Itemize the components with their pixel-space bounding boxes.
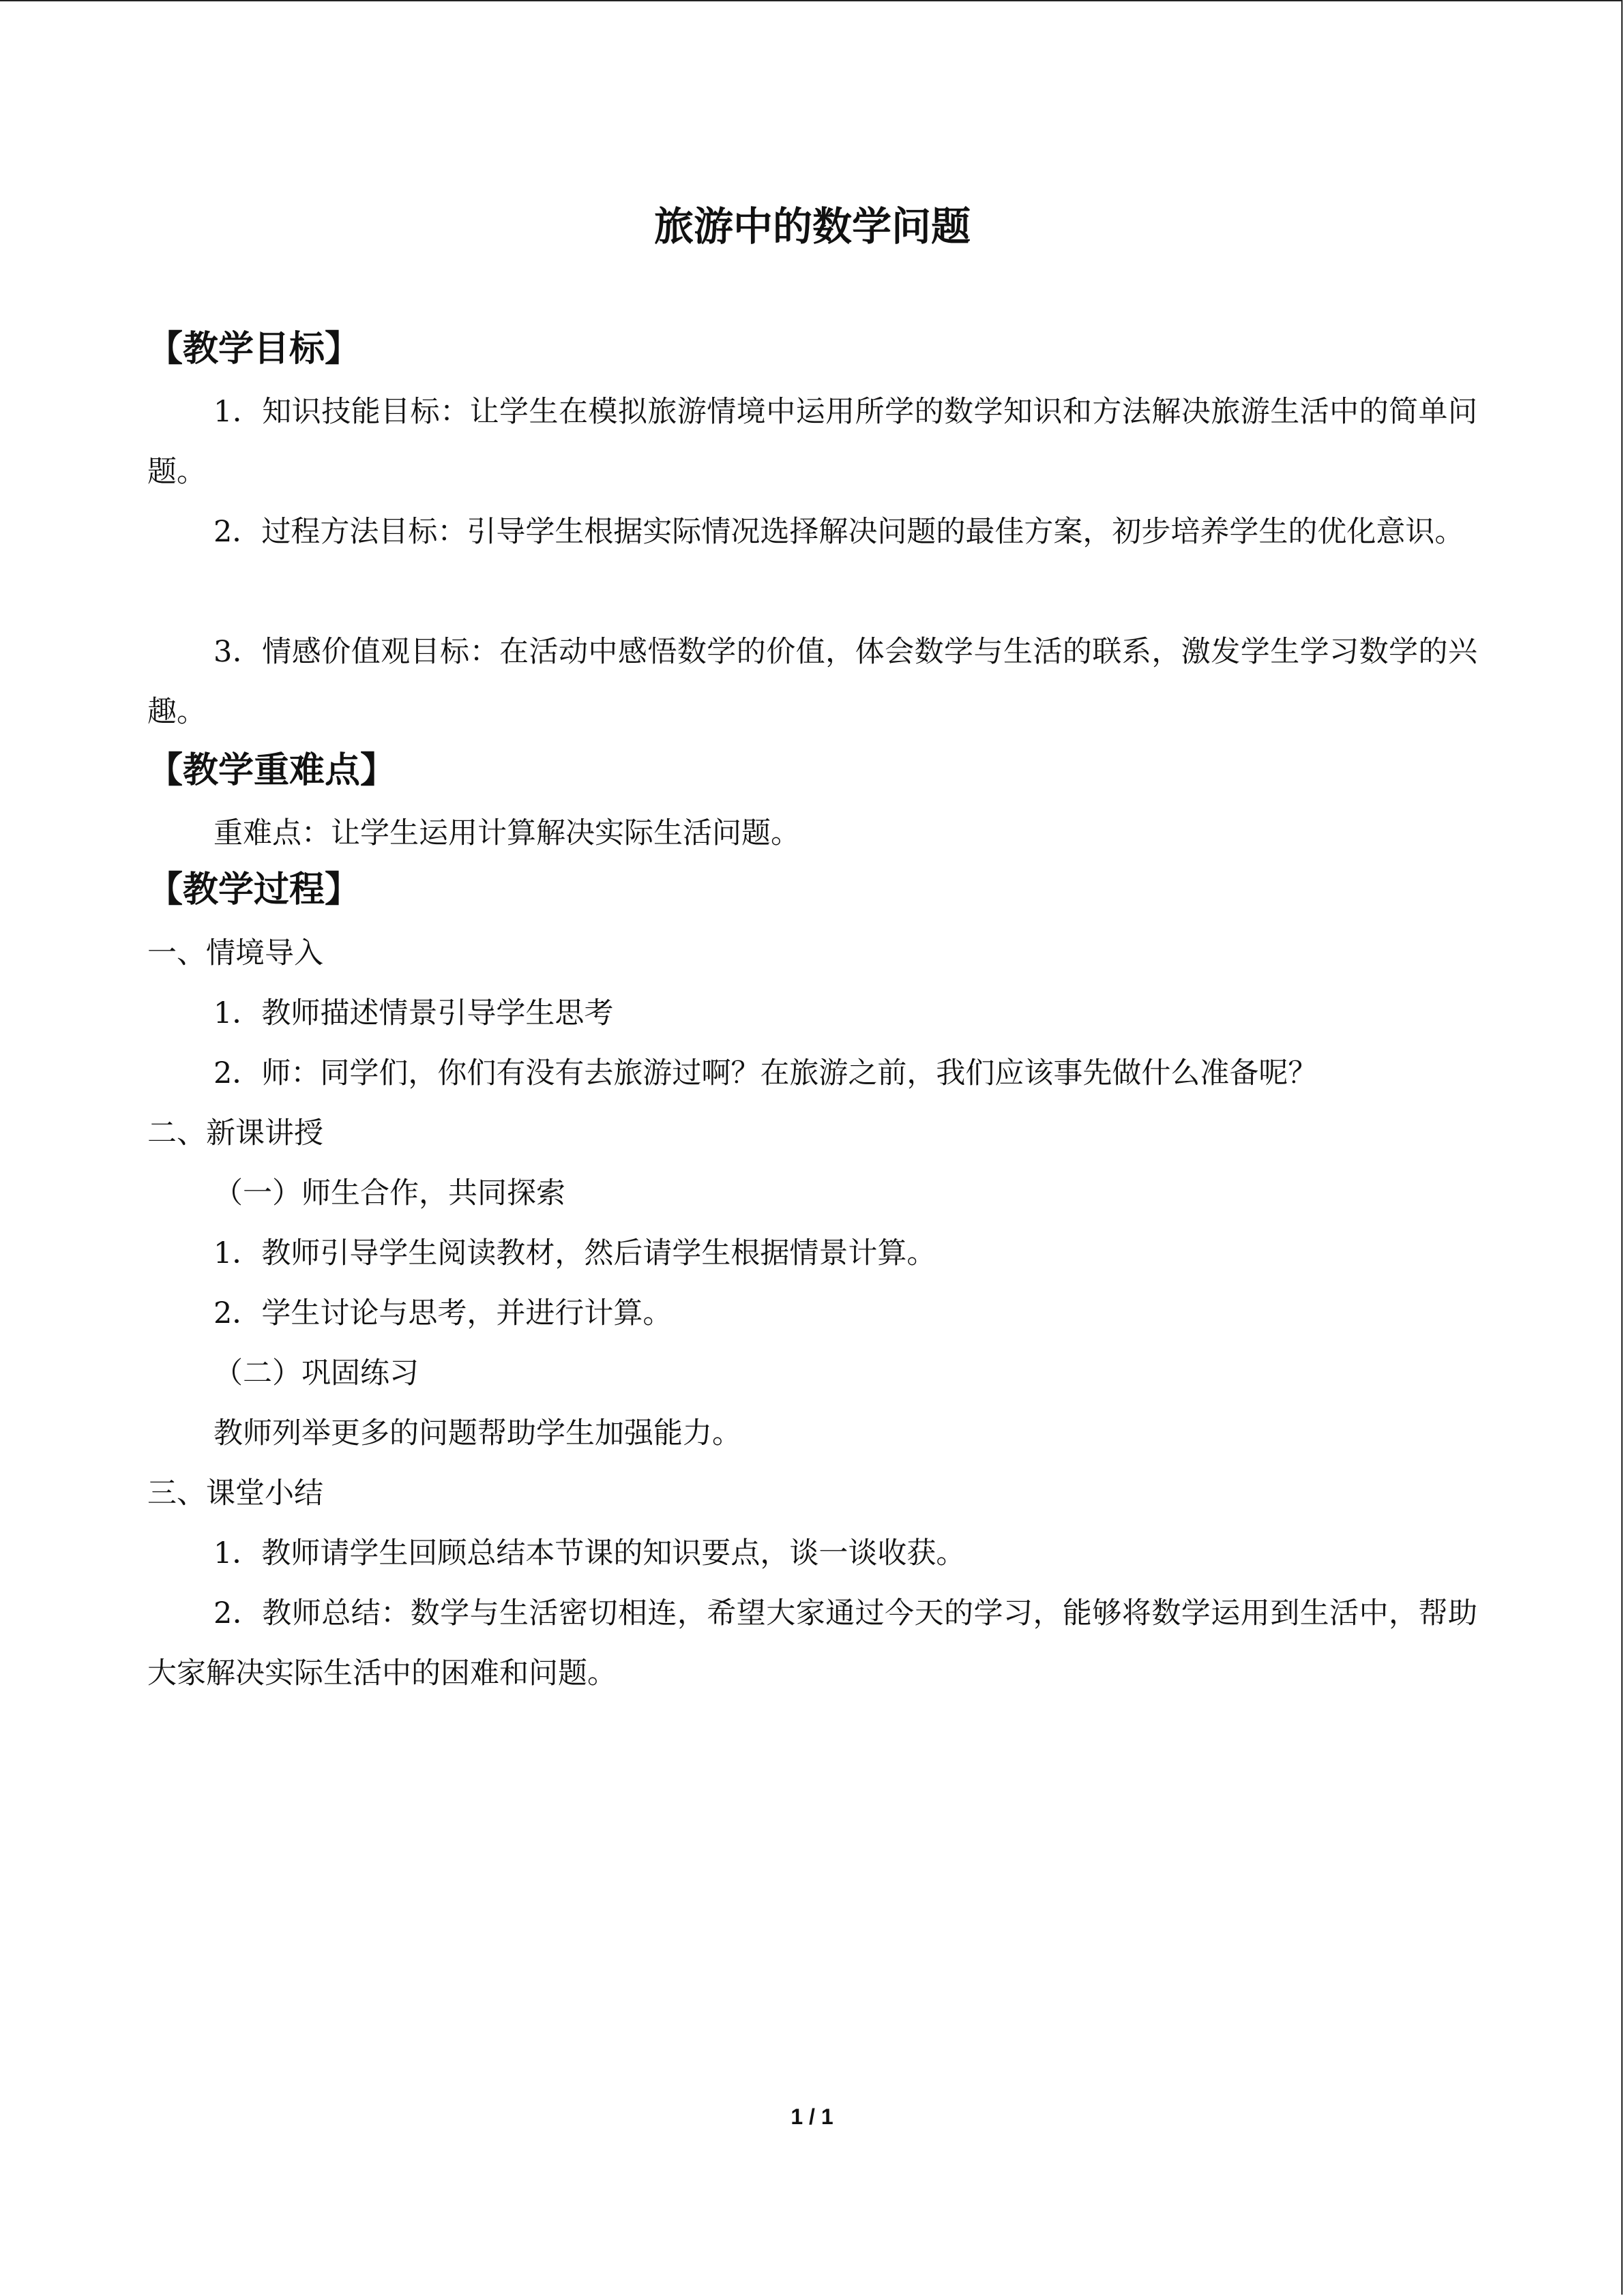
process-part3-title: 三、课堂小结 [147,1476,323,1510]
page-title: 旅游中的数学问题 [653,203,971,250]
process-part1-item-2: 2．师：同学们，你们有没有去旅游过啊？在旅游之前，我们应该事先做什么准备呢？ [213,1056,1318,1090]
key-points-text: 重难点：让学生运用计算解决实际生活问题。 [213,816,800,850]
process-part2-title: 二、新课讲授 [147,1116,323,1150]
process-part2-sub2-title: （二）巩固练习 [213,1356,419,1390]
objective-item-3: 3．情感价值观目标：在活动中感悟数学的价值，体会数学与生活的联系，激发学生学习数学的兴趣。 [147,635,1477,729]
page-number: 1 / 1 [791,2104,833,2129]
section-heading-objectives: 【教学目标】 [147,329,361,370]
process-part2-sub1-item-2: 2．学生讨论与思考，并进行计算。 [213,1296,673,1330]
objective-item-2: 2．过程方法目标：引导学生根据实际情况选择解决问题的最佳方案，初步培养学生的优化意识。 [213,515,1464,549]
process-part2-sub2-text: 教师列举更多的问题帮助学生加强能力。 [213,1416,741,1450]
process-part3-item-1: 1．教师请学生回顾总结本节课的知识要点，谈一谈收获。 [213,1536,966,1570]
objective-item-1: 1．知识技能目标：让学生在模拟旅游情境中运用所学的数学知识和方法解决旅游生活中的简单问题。 [147,395,1477,489]
process-part2-sub1-item-1: 1．教师引导学生阅读教材，然后请学生根据情景计算。 [213,1236,936,1270]
process-part1-title: 一、情境导入 [147,936,323,970]
process-part2-sub1-title: （一）师生合作，共同探索 [213,1176,565,1210]
process-part1-item-1: 1．教师描述情景引导学生思考 [213,996,614,1030]
process-part3-item-2: 2．教师总结：数学与生活密切相连，希望大家通过今天的学习，能够将数学运用到生活中，帮助大家解决实际生活中的困难和问题。 [147,1596,1477,1690]
section-heading-key-points: 【教学重难点】 [147,750,396,791]
section-heading-process: 【教学过程】 [147,869,361,910]
